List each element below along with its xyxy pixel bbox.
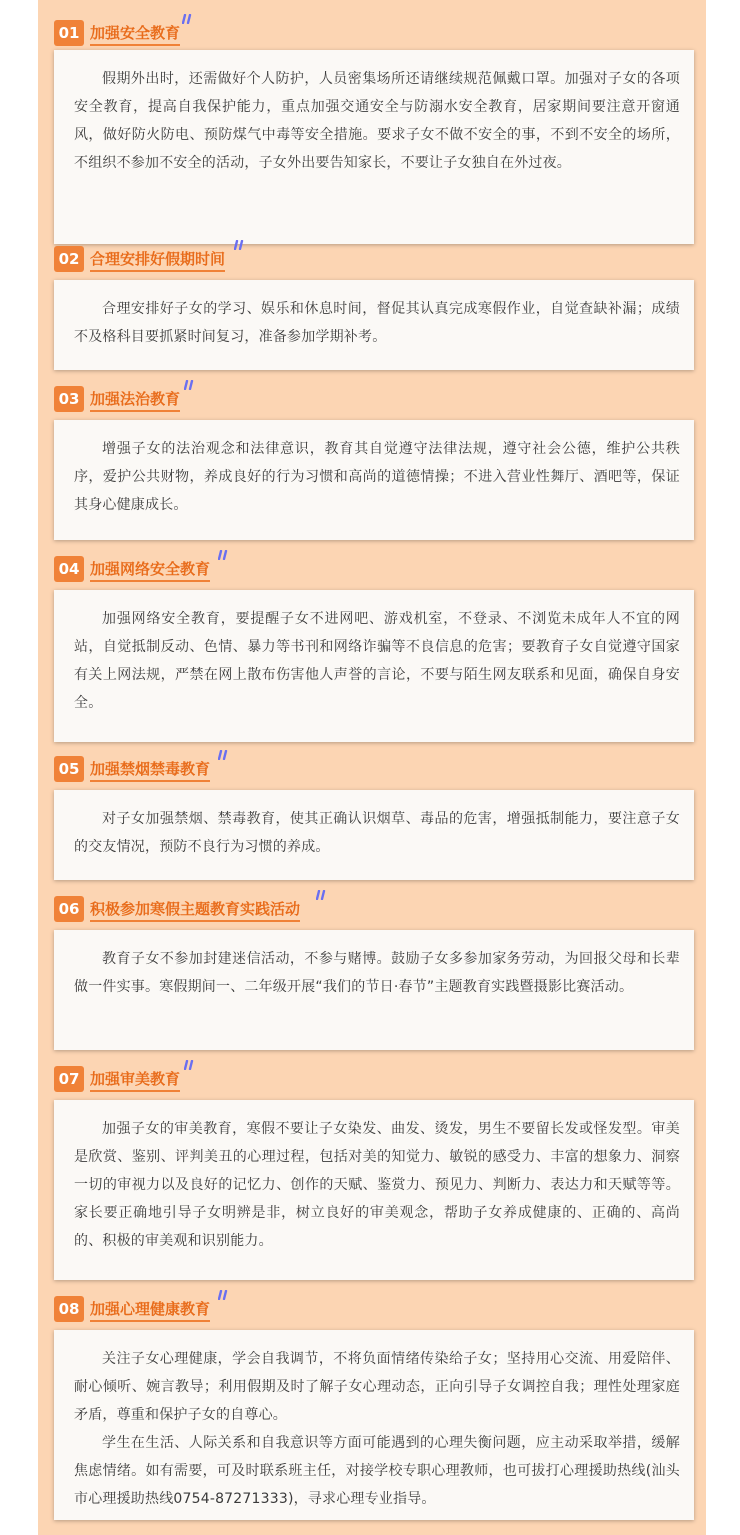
section-title: 加强法治教育 — [90, 386, 180, 412]
section-number-badge: 03 — [54, 386, 84, 412]
section-title: 加强心理健康教育 — [90, 1296, 210, 1322]
quote-mark-icon — [184, 380, 196, 390]
section-paragraph: 对子女加强禁烟、禁毒教育，使其正确认识烟草、毒品的危害，增强抵制能力，要注意子女的交友情况，预防不良行为习惯的养成。 — [74, 811, 680, 855]
section-number-badge: 05 — [54, 756, 84, 782]
section-content-card — [54, 1330, 694, 1520]
section-title: 加强安全教育 — [90, 20, 180, 46]
section-content-card — [54, 280, 694, 370]
section-title: 加强禁烟禁毒教育 — [90, 756, 210, 782]
quote-mark-icon — [218, 750, 230, 760]
section-paragraph: 关注子女心理健康，学会自我调节，不将负面情绪传染给子女；坚持用心交流、用爱陪伴、耐心倾听、婉言教导；利用假期及时了解子女心理动态，正向引导子女调控自我；理性处理家庭矛盾，尊重和保护子女的自尊心。 — [74, 1351, 680, 1423]
section-safety — [54, 14, 694, 171]
section-title: 合理安排好假期时间 — [90, 246, 225, 272]
section-content-card — [54, 790, 694, 880]
quote-mark-icon — [182, 14, 194, 24]
section-content-card — [54, 930, 694, 1050]
section-header — [54, 14, 694, 48]
section-paragraph: 学生在生活、人际关系和自我意识等方面可能遇到的心理失衡问题，应主动采取举措，缓解焦虑情绪。如有需要，可及时联系班主任，对接学校专职心理教师，也可拔打心理援助热线(汕头市心理援助热线0754-87271333)，寻求心理专业指导。 — [74, 1435, 680, 1507]
section-content-card — [54, 50, 694, 244]
section-law — [54, 380, 694, 513]
quote-mark-icon — [218, 550, 230, 560]
section-content-card — [54, 1100, 694, 1280]
quote-mark-icon — [218, 1290, 230, 1300]
section-header — [54, 890, 694, 924]
section-title: 积极参加寒假主题教育实践活动 — [90, 896, 300, 922]
section-paragraph: 加强子女的审美教育，寒假不要让子女染发、曲发、烫发，男生不要留长发或怪发型。审美是欣赏、鉴别、评判美丑的心理过程，包括对美的知觉力、敏锐的感受力、丰富的想象力、洞察一切的审视力以及良好的记忆力、创作的天赋、鉴赏力、预见力、判断力、表达力和天赋等等。家长要正确地引导子女明辨是非，树立良好的审美观念，帮助子女养成健康的、正确的、高尚的、积极的审美观和识别能力。 — [74, 1121, 680, 1249]
section-header — [54, 550, 694, 584]
section-title: 加强网络安全教育 — [90, 556, 210, 582]
section-header — [54, 1290, 694, 1324]
section-winter-activity — [54, 890, 694, 995]
section-aesthetics — [54, 1060, 694, 1249]
section-paragraph: 增强子女的法治观念和法律意识，教育其自觉遵守法律法规，遵守社会公德，维护公共秩序，爱护公共财物，养成良好的行为习惯和高尚的道德情操；不进入营业性舞厅、酒吧等，保证其身心健康成长。 — [74, 441, 680, 513]
section-header — [54, 1060, 694, 1094]
section-header — [54, 750, 694, 784]
section-paragraph: 教育子女不参加封建迷信活动，不参与赌博。鼓励子女多参加家务劳动，为回报父母和长辈做一件实事。寒假期间一、二年级开展“我们的节日·春节”主题教育实践暨摄影比赛活动。 — [74, 951, 680, 995]
section-number-badge: 02 — [54, 246, 84, 272]
section-header — [54, 240, 694, 274]
section-number-badge: 06 — [54, 896, 84, 922]
section-number-badge: 08 — [54, 1296, 84, 1322]
section-schedule — [54, 240, 694, 345]
quote-mark-icon — [184, 1060, 196, 1070]
section-title: 加强审美教育 — [90, 1066, 180, 1092]
section-internet — [54, 550, 694, 711]
section-mental-health — [54, 1290, 694, 1507]
section-anti-drug — [54, 750, 694, 855]
section-content-card — [54, 590, 694, 742]
section-header — [54, 380, 694, 414]
section-number-badge: 04 — [54, 556, 84, 582]
section-paragraph: 加强网络安全教育，要提醒子女不进网吧、游戏机室，不登录、不浏览未成年人不宜的网站，自觉抵制反动、色情、暴力等书刊和网络诈骗等不良信息的危害；要教育子女自觉遵守国家有关上网法规，严禁在网上散布伤害他人声誉的言论，不要与陌生网友联系和见面，确保自身安全。 — [74, 611, 680, 711]
section-number-badge: 07 — [54, 1066, 84, 1092]
quote-mark-icon — [234, 240, 246, 250]
section-number-badge: 01 — [54, 20, 84, 46]
section-paragraph: 合理安排好子女的学习、娱乐和休息时间，督促其认真完成寒假作业，自觉查缺补漏；成绩不及格科目要抓紧时间复习，准备参加学期补考。 — [74, 301, 680, 345]
section-paragraph: 假期外出时，还需做好个人防护，人员密集场所还请继续规范佩戴口罩。加强对子女的各项安全教育，提高自我保护能力，重点加强交通安全与防溺水安全教育，居家期间要注意开窗通风，做好防火防电、预防煤气中毒等安全措施。要求子女不做不安全的事，不到不安全的场所，不组织不参加不安全的活动，子女外出要告知家长，不要让子女独自在外过夜。 — [74, 71, 680, 171]
section-content-card — [54, 420, 694, 540]
quote-mark-icon — [316, 890, 328, 900]
